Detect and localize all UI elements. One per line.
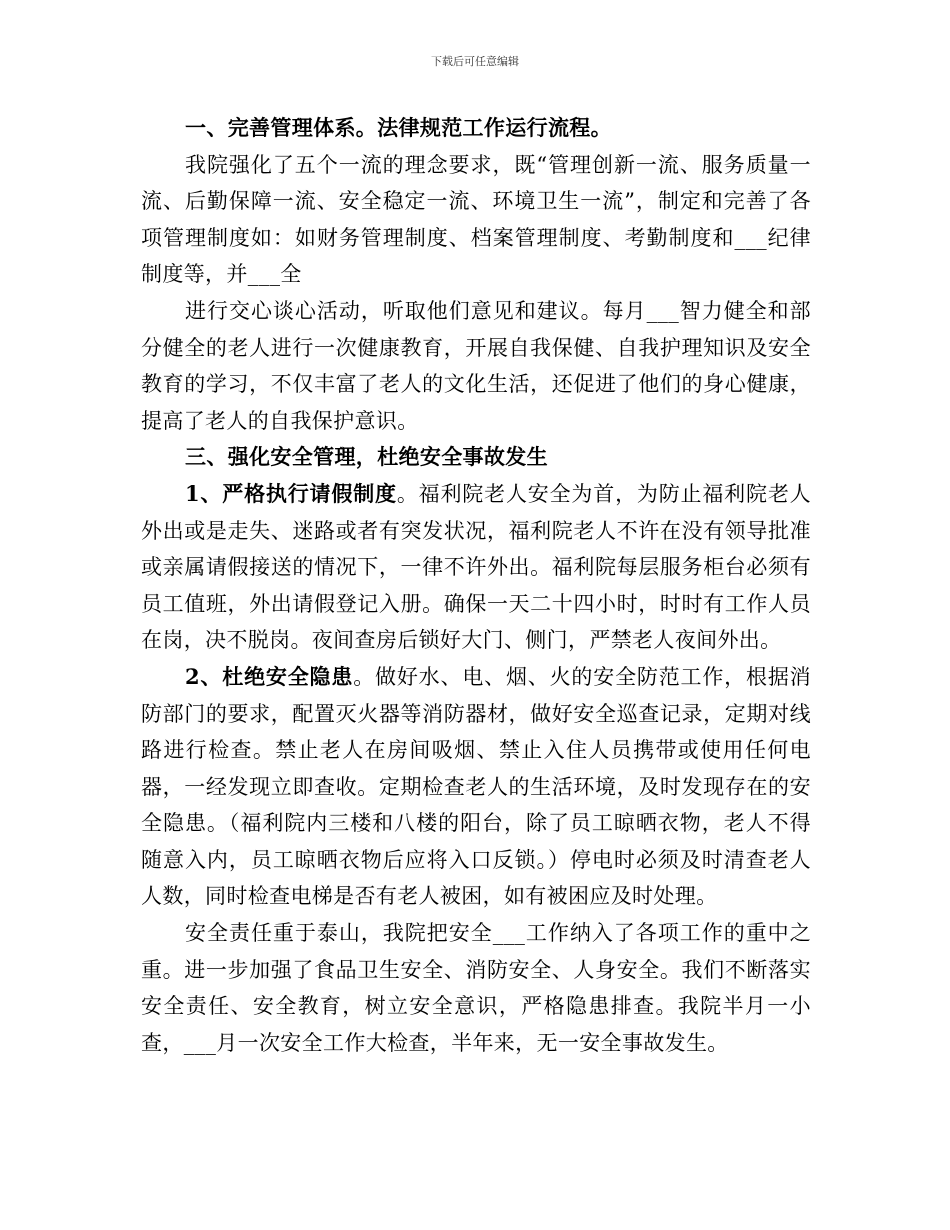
paragraph: 我院强化了五个一流的理念要求，既“管理创新一流、服务质量一流、后勤保障一流、安全稳定一流、环境卫生一流”，制定和完善了各项管理制度如：如财务管理制度、档案管理制度、考勤制度和___纪律制度等，并___全 <box>141 152 811 287</box>
section-heading-3: 三、强化安全管理，杜绝安全事故发生 <box>185 444 548 470</box>
item-title: 2、杜绝安全隐患 <box>185 663 354 689</box>
paragraph: 进行交心谈心活动，听取他们意见和建议。每月___智力健全和部分健全的老人进行一次健康教育，开展自我保健、自我护理知识及安全教育的学习，不仅丰富了老人的文化生活，还促进了他们的身心健康，提高了老人的自我保护意识。 <box>141 298 811 433</box>
document-body <box>141 110 811 1061</box>
paragraph: 安全责任重于泰山，我院把安全___工作纳入了各项工作的重中之重。进一步加强了食品卫生安全、消防安全、人身安全。我们不断落实安全责任、安全教育，树立安全意识，严格隐患排查。我院半月一小查，___月一次安全工作大检查，半年来，无一安全事故发生。 <box>141 921 811 1055</box>
section-heading-1: 一、完善管理体系。法律规范工作运行流程。 <box>185 115 612 140</box>
item-text: 。福利院老人安全为首，为防止福利院老人外出或是走失、迷路或者有突发状况，福利院老人不许在没有领导批准或亲属请假接送的情况下，一律不许外出。福利院每层服务柜台必须有员工值班，外出请假登记入册。确保一天二十四小时，时时有工作人员在岗，决不脱岗。夜间查房后锁好大门、侧门，严禁老人夜间外出。 <box>141 481 811 653</box>
item-paragraph-2 <box>141 659 811 915</box>
page-header: 下载后可任意编辑 <box>431 55 519 68</box>
item-title: 1、严格执行请假制度 <box>185 480 397 506</box>
item-paragraph-1 <box>141 476 811 659</box>
item-text: 。做好水、电、烟、火的安全防范工作，根据消防部门的要求，配置灭火器等消防器材，做好安全巡查记录，定期对线路进行检查。禁止老人在房间吸烟、禁止入住人员携带或使用任何电器，一经发现立即查收。定期检查老人的生活环境，及时发现存在的安全隐患。（福利院内三楼和八楼的阳台，除了员工晾晒衣物，老人不得随意入内，员工晾晒衣物后应将入口反锁。）停电时必须及时清查老人人数，同时检查电梯是否有老人被困，如有被困应及时处理。 <box>141 664 811 909</box>
